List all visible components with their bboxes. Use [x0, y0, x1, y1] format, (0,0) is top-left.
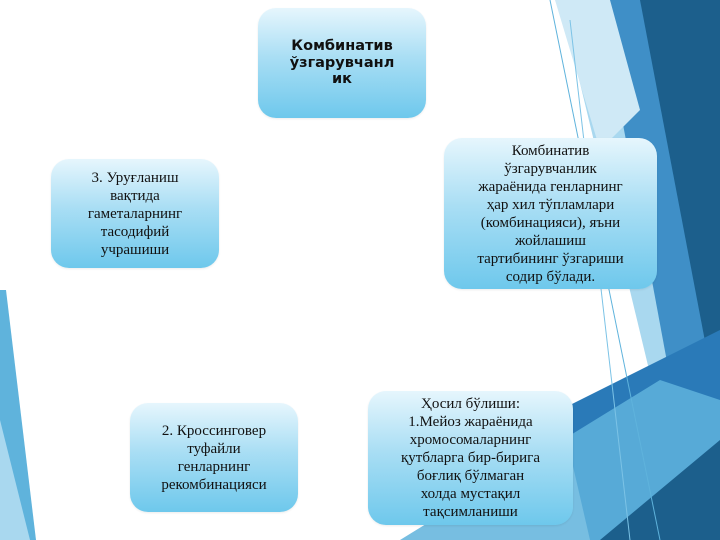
cause-3-node-text: 3. Уруғланиш вақтида гаметаларнинг тасодифий учрашиши: [87, 169, 183, 258]
cause-1-node: [368, 391, 573, 525]
cause-2-node: [130, 403, 298, 512]
title-node-text: Комбинатив ўзгарувчанл ик: [289, 37, 395, 88]
title-node: [258, 8, 426, 118]
cause-2-node-text: 2. Кроссинговер туфайли генларнинг рекомбинацияси: [161, 422, 267, 493]
definition-node: [444, 138, 657, 289]
definition-node-text: Комбинатив ўзгарувчанлик жараёнида генларнинг ҳар хил тўпламлари (комбинацияси), яъни жойлашиш тартибининг ўзгариши содир бўлади.: [477, 142, 624, 285]
cause-1-node-text: Ҳосил бўлиши: 1.Мейоз жараёнида хромосомаларнинг қутбларга бир-бирига боғлиқ бўлмаган холда мустақил тақсимланиши: [401, 396, 540, 520]
cause-3-node: [51, 159, 219, 268]
